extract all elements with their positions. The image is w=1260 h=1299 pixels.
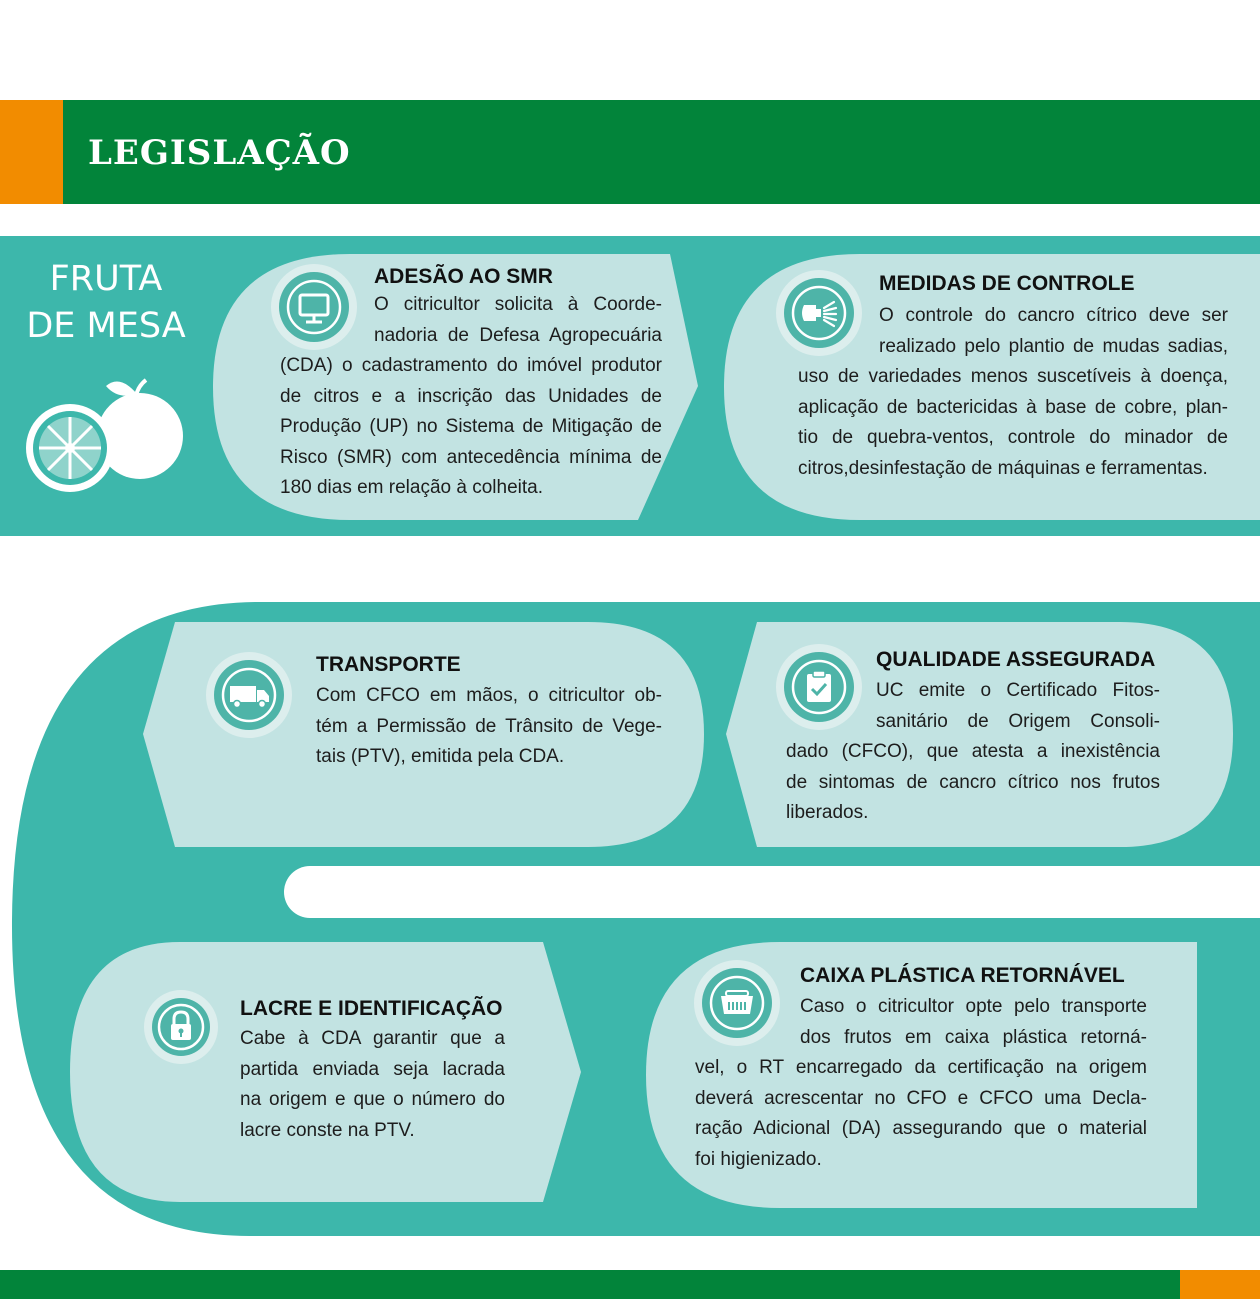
card-qualidade-text: UC emite o Certificado Fitos- sanitário de Origem Consoli- dado (CFCO), que atesta a inexistência de sintomas de cancro cítrico nos frutos liberados.: [786, 680, 1160, 823]
card-medidas-title: MEDIDAS DE CONTROLE: [879, 272, 1135, 295]
card-transporte-text: Com CFCO em mãos, o citricultor ob- tém a Permissão de Trânsito de Vege- tais (PTV), emitida pela CDA.: [316, 685, 662, 767]
card-adesao-text: O citricultor solicita à Coorde- nadoria de Defesa Agropecuária (CDA) o cadastramento do imóvel produtor de citros e a inscrição das Unidades de Produção (UP) no Sistema de Mitigação de Risco (SMR) com antecedência mínima de 180 dias em relação à colheita.: [280, 294, 662, 498]
card-caixa-title: CAIXA PLÁSTICA RETORNÁVEL: [800, 964, 1125, 987]
header-orange-block: [0, 100, 63, 204]
footer-green-bar: [0, 1270, 1180, 1299]
card-adesao-title: ADESÃO AO SMR: [374, 265, 553, 288]
card-transporte-title: TRANSPORTE: [316, 653, 461, 676]
card-qualidade-title: QUALIDADE ASSEGURADA: [876, 648, 1156, 671]
card-lacre-title: LACRE E IDENTIFICAÇÃO: [240, 997, 503, 1020]
page-title: LEGISLAÇÃO: [88, 133, 351, 173]
white-slot: [284, 866, 1260, 918]
section-title: [20, 256, 192, 350]
footer-orange-block: [1180, 1270, 1260, 1299]
lock-icon: [144, 990, 218, 1064]
truck-icon: [206, 652, 292, 738]
card-medidas-text: O controle do cancro cítrico deve ser realizado pelo plantio de mudas sadias, uso de variedades menos suscetíveis à doença, aplicação de bactericidas à base de cobre, plan- tio de quebra-ventos, controle do minador de citros,desinfestação de máquinas e ferramentas.: [798, 305, 1228, 479]
card-caixa-text: Caso o citricultor opte pelo transporte dos frutos em caixa plástica retorná- vel, o RT encarregado da certificação na origem deverá acrescentar no CFO e CFCO uma Decla- ração Adicional (DA) assegurando que o material foi higienizado.: [695, 996, 1147, 1170]
section-title-line1: FRUTA: [49, 259, 163, 299]
section-title-line2: DE MESA: [26, 306, 186, 346]
card-lacre-text: Cabe à CDA garantir que a partida enviada seja lacrada na origem e que o número do lacre conste na PTV.: [240, 1028, 505, 1141]
